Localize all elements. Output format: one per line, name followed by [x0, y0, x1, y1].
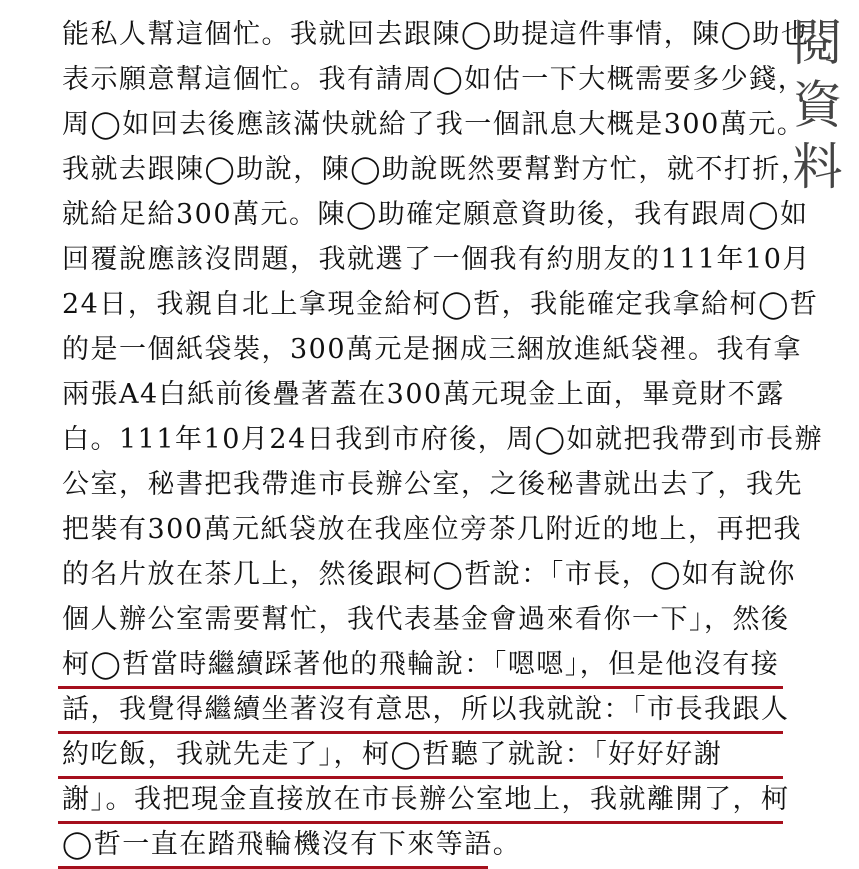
underlined-text-line: ◯哲一直在踏飛輪機沒有下來等語。: [62, 822, 777, 867]
text-line: 公室，秘書把我帶進市長辦公室，之後秘書就出去了，我先: [62, 469, 803, 500]
reading-material-stamp: [790, 12, 845, 198]
text-line: 就給足給300萬元。陳◯助確定願意資助後，我有跟周◯如: [62, 199, 809, 230]
text-line: 的是一個紙袋裝，300萬元是捆成三綑放進紙袋裡。我有拿: [62, 334, 803, 365]
text-line: 個人辦公室需要幫忙，我代表基金會過來看你一下」，然後: [62, 604, 790, 635]
text-line: 把裝有300萬元紙袋放在我座位旁茶几附近的地上，再把我: [62, 514, 803, 545]
underlined-text-line: 話，我覺得繼續坐著沒有意思，所以我就說：「市長我跟人: [62, 687, 777, 732]
text-line: 周◯如回去後應該滿快就給了我一個訊息大概是300萬元。: [62, 109, 806, 140]
text-line: 表示願意幫這個忙。我有請周◯如估一下大概需要多少錢，: [62, 64, 807, 95]
underlined-text-line: 謝」。我把現金直接放在市長辦公室地上，我就離開了，柯: [62, 777, 777, 822]
text-line: 我就去跟陳◯助說，陳◯助說既然要幫對方忙，就不打折，: [62, 154, 810, 185]
text-line: 回覆說應該沒問題，我就選了一個我有約朋友的111年10月: [62, 244, 811, 275]
text-line: 白。111年10月24日我到市府後，周◯如就把我帶到市長辦: [62, 424, 823, 455]
stamp-char: 閱: [792, 14, 843, 72]
text-line: 24日，我親自北上拿現金給柯◯哲，我能確定我拿給柯◯哲: [62, 289, 819, 320]
underlined-text-line: 柯◯哲當時繼續踩著他的飛輪說：「嗯嗯」，但是他沒有接: [62, 642, 777, 687]
text-line: 的名片放在茶几上，然後跟柯◯哲說：「市長，◯如有說你: [62, 559, 796, 590]
stamp-char: 料: [792, 138, 843, 196]
underlined-text-line: 約吃飯，我就先走了」，柯◯哲聽了就說：「好好好謝: [62, 732, 777, 777]
text-line: 兩張A4白紙前後疊著蓋在300萬元現金上面，畢竟財不露: [62, 379, 785, 410]
text-line: 能私人幫這個忙。我就回去跟陳◯助提這件事情，陳◯助也: [62, 19, 810, 50]
stamp-char: 資: [792, 76, 843, 134]
document-body: [62, 12, 823, 867]
